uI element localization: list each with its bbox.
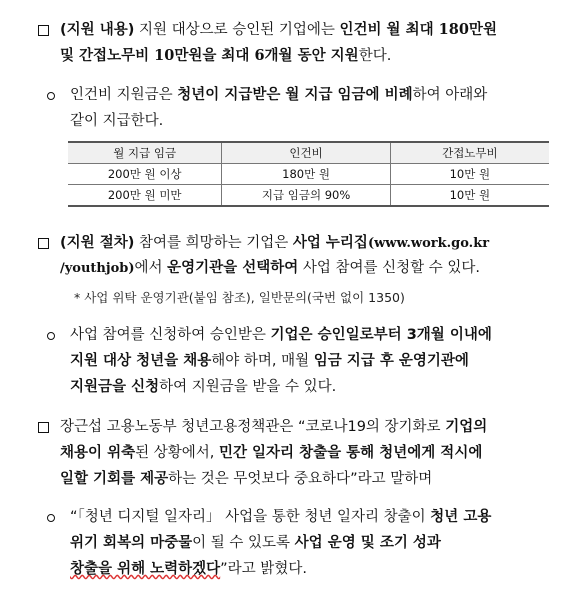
sec2-text: 참여를 희망하는 기업은 <box>134 235 293 251</box>
sec2-sub-line1 <box>70 325 492 345</box>
sec2-emphasis: 사업 누리집 <box>292 235 368 251</box>
sec2-url: /youthjob) <box>60 261 135 276</box>
checkbox-square-icon <box>38 238 49 249</box>
sec1-sub-text: 같이 지급한다. <box>70 113 164 129</box>
sec3-sub-text: 이 될 수 있도록 <box>192 535 295 551</box>
table-header-cell: 월 지급 임금 <box>68 142 222 164</box>
sec2-sub-emphasis: 지원금을 신청 <box>70 379 160 395</box>
sec2-url: (www.work.go.kr <box>367 236 490 251</box>
sec1-line2 <box>60 46 391 66</box>
table-cell: 180만 원 <box>222 164 390 185</box>
sec2-sub-emphasis: 임금 지급 후 운영기관에 <box>313 353 469 369</box>
sec3-line3 <box>60 469 432 489</box>
bullet-circle-icon <box>47 332 55 340</box>
sec1-sub-line2 <box>70 111 163 131</box>
sec3-emphasis: 일할 기회를 제공 <box>60 471 169 487</box>
sec3-text: 된 상황에서, <box>135 445 219 461</box>
sec1-emphasis: 및 간접노무비 10만원을 최대 6개월 동안 지원 <box>60 47 359 64</box>
sec1-sub-line1 <box>70 85 487 105</box>
sec3-sub-line1 <box>70 507 491 527</box>
sec3-text: 하는 것은 무엇보다 중요하다”라고 말하며 <box>168 471 433 487</box>
sec2-sub-text: 해야 하며, 매월 <box>211 353 314 369</box>
sec2-sub-emphasis: 지원 대상 청년을 채용 <box>70 353 212 369</box>
sec3-line2 <box>60 443 482 463</box>
table-cell: 10만 원 <box>390 164 549 185</box>
sec2-sub-line2 <box>70 351 469 371</box>
sec1-emphasis: 인건비 월 최대 180만원 <box>339 21 497 38</box>
sec3-sub-text: ”라고 밝혔다. <box>220 561 307 577</box>
table-row <box>68 164 549 185</box>
table-header-cell: 간접노무비 <box>390 142 549 164</box>
table-cell: 200만 원 미만 <box>68 185 222 207</box>
sec1-line1 <box>60 20 497 40</box>
sec2-note: * 사업 위탁 운영기관(붙임 참조), 일반문의(국번 없이 1350) <box>74 290 405 305</box>
checkbox-square-icon <box>38 25 49 36</box>
sec3-sub-emphasis: 사업 운영 및 조기 성과 <box>294 535 441 551</box>
table-cell: 10만 원 <box>390 185 549 207</box>
sec3-sub-line2 <box>70 533 441 553</box>
table-row <box>68 185 549 207</box>
sec3-sub-line3 <box>70 559 307 579</box>
sec2-sub-text: 사업 참여를 신청하여 승인받은 <box>70 327 271 343</box>
sec3-sub-emphasis: 창출을 위해 노력하겠다 <box>70 561 221 577</box>
sec3-emphasis: 민간 일자리 창출을 통해 청년에게 적시에 <box>218 445 483 461</box>
sec1-sub-text: 인건비 지원금은 <box>70 87 178 103</box>
sec3-sub-text: “「청년 디지털 일자리」 사업을 통한 청년 일자리 창출이 <box>70 509 431 525</box>
sec3-emphasis: 채용이 위축 <box>60 445 136 461</box>
sec2-line2 <box>60 258 480 279</box>
sec3-emphasis: 기업의 <box>445 419 488 435</box>
table-cell: 200만 원 이상 <box>68 164 222 185</box>
sec2-sub-emphasis: 기업은 승인일로부터 3개월 이내에 <box>270 327 492 343</box>
sec2-sub-text: 하여 지원금을 받을 수 있다. <box>159 379 337 395</box>
sec2-line1 <box>60 233 489 254</box>
sec3-sub-emphasis: 위기 회복의 마중물 <box>70 535 193 551</box>
wage-table <box>68 141 549 207</box>
table-header-row <box>68 142 549 164</box>
checkbox-square-icon <box>38 422 49 433</box>
sec1-sub-emphasis: 청년이 지급받은 월 지급 임금에 비례 <box>177 87 413 103</box>
sec3-text: 장근섭 고용노동부 청년고용정책관은 “코로나19의 장기화로 <box>60 419 446 435</box>
table-cell: 지급 임금의 90% <box>222 185 390 207</box>
sec1-text: 한다. <box>358 48 392 64</box>
sec2-emphasis: 운영기관을 선택하여 <box>167 260 299 276</box>
sec3-sub-emphasis: 청년 고용 <box>430 509 492 525</box>
sec2-text: 사업 참여를 신청할 수 있다. <box>298 260 480 276</box>
sec1-sub-text: 하여 아래와 <box>412 87 488 103</box>
sec1-text: 지원 대상으로 승인된 기업에는 <box>134 22 340 38</box>
bullet-circle-icon <box>47 92 55 100</box>
sec3-line1 <box>60 417 487 437</box>
sec2-text: 에서 <box>134 260 168 276</box>
sec1-heading: (지원 내용) <box>60 22 135 38</box>
sec2-heading: (지원 절차) <box>60 235 135 251</box>
table-header-cell: 인건비 <box>222 142 390 164</box>
sec2-sub-line3 <box>70 377 336 397</box>
bullet-circle-icon <box>47 514 55 522</box>
